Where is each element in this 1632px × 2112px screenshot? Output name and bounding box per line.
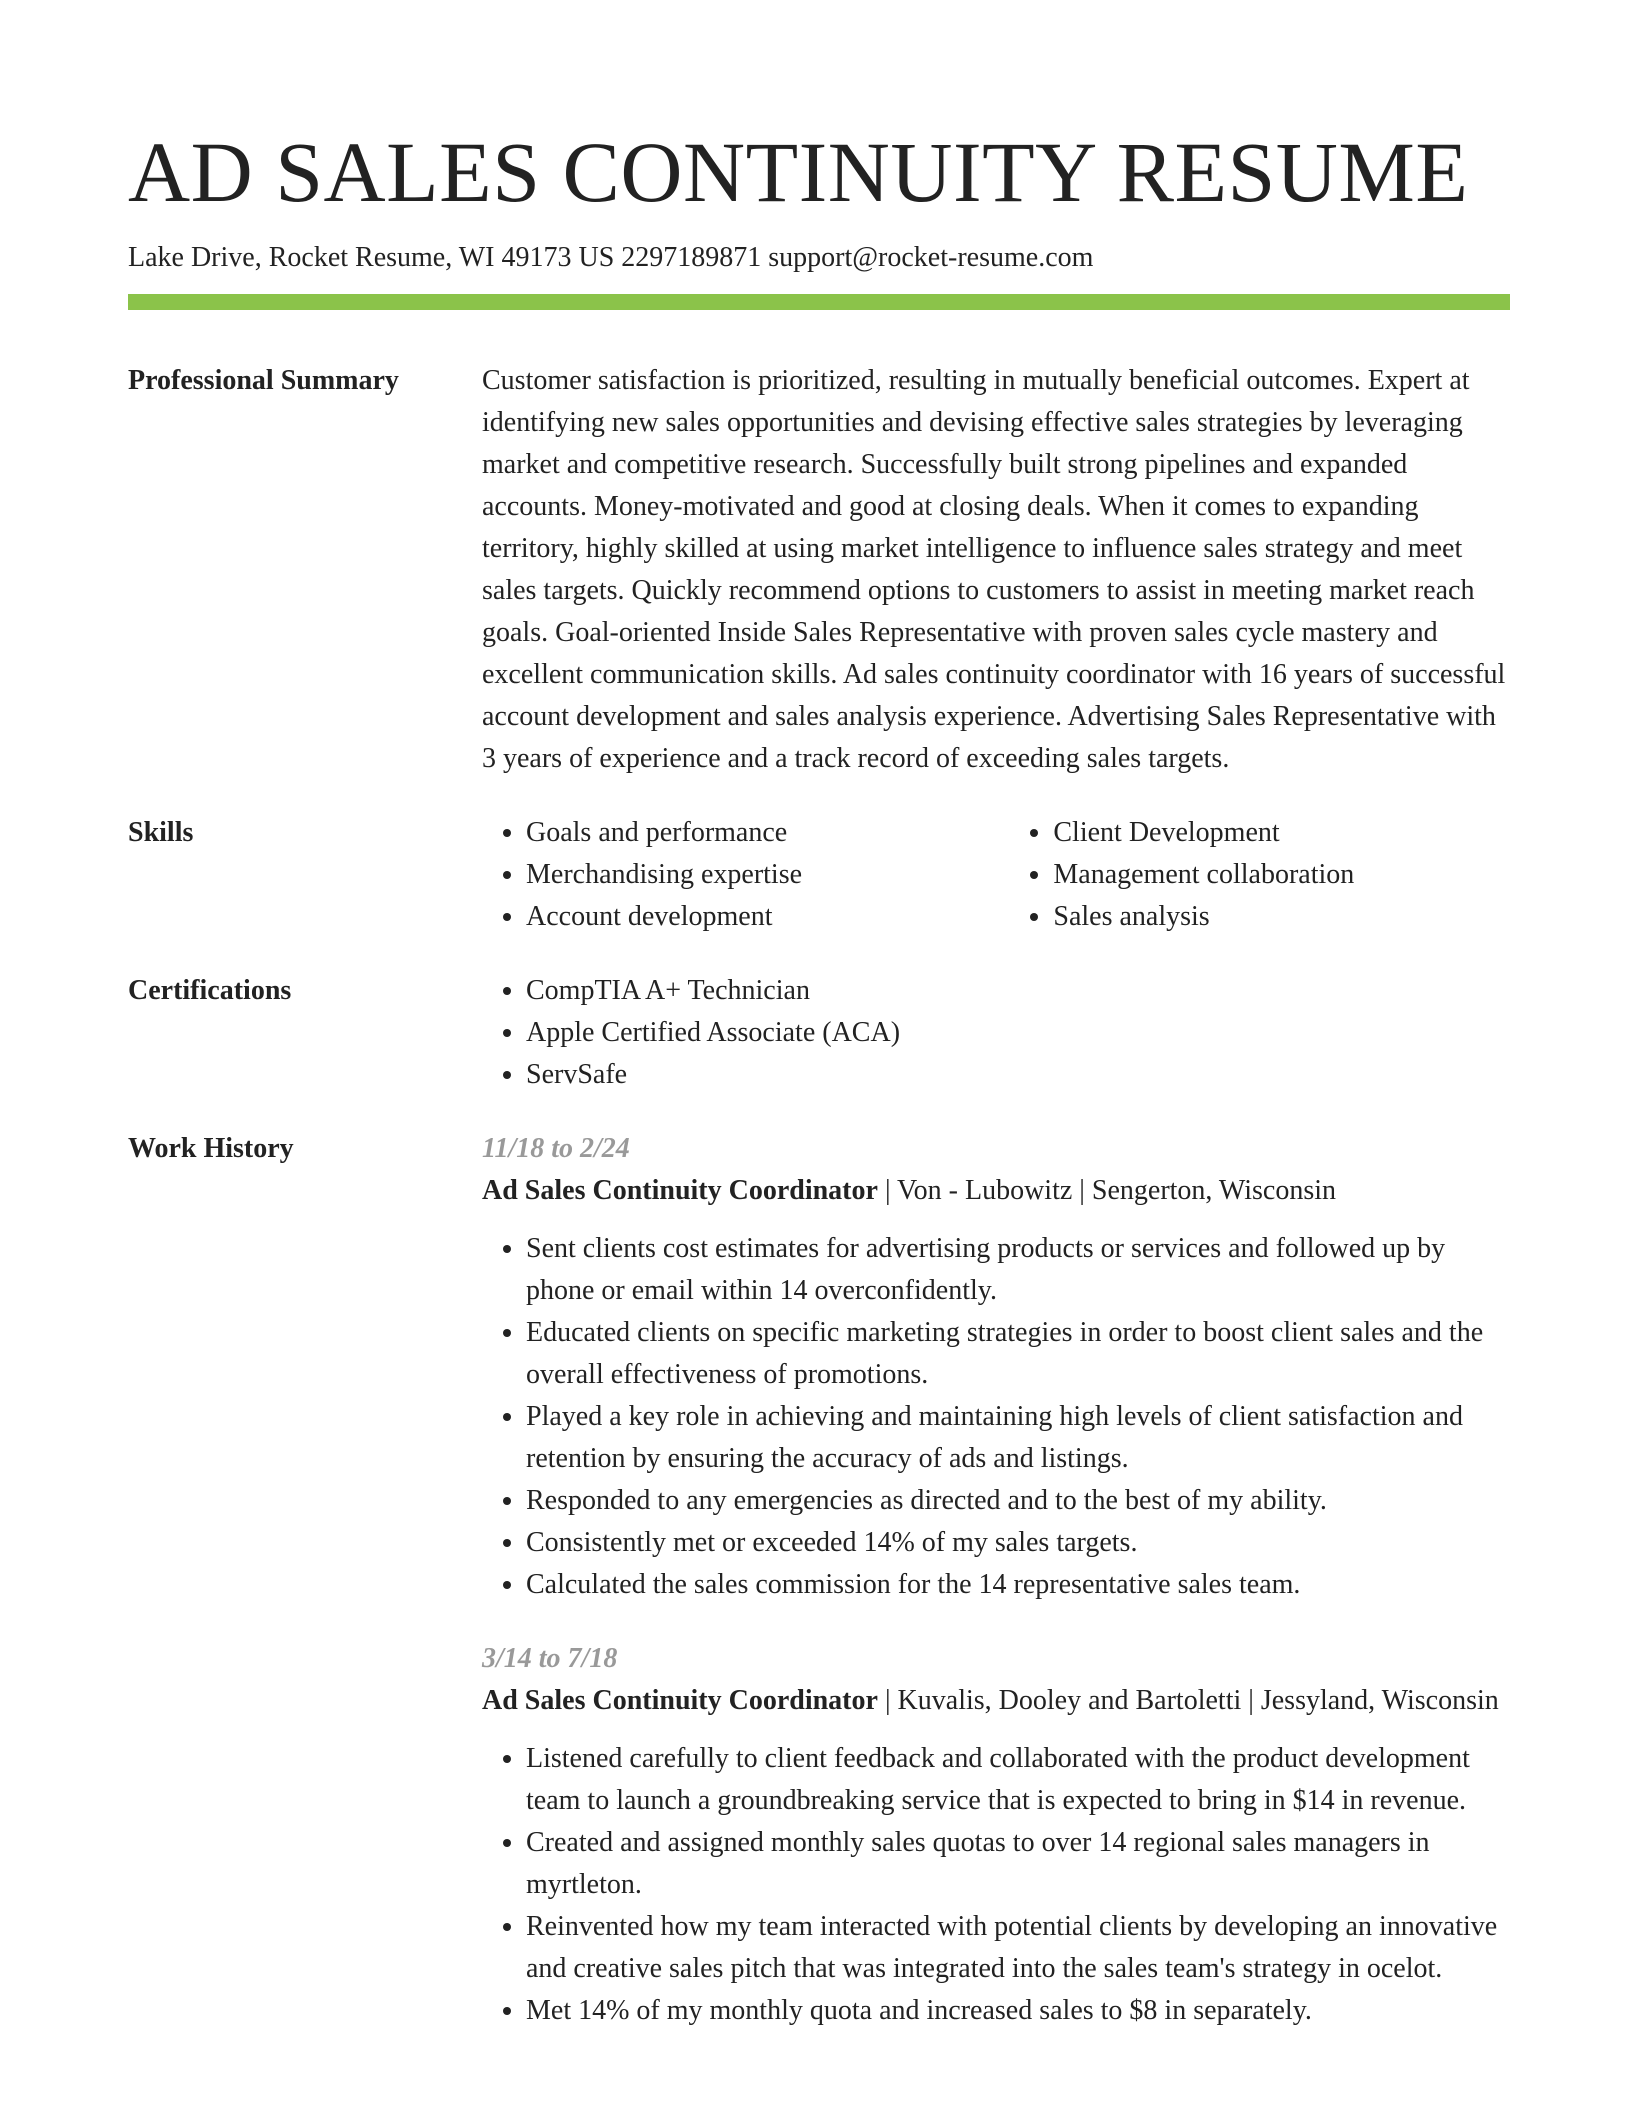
job-bullet-list xyxy=(482,1228,1510,1606)
resume-title: AD SALES CONTINUITY RESUME xyxy=(128,124,1469,220)
job-bullet: • Listened carefully to client feedback and collaborated with the product development team to launch a groundbreaking service that is expected to bring in $14 in revenue. xyxy=(526,1738,1510,1822)
certification-item: • Apple Certified Associate (ACA) xyxy=(526,1012,1510,1054)
job-heading xyxy=(482,1680,1510,1722)
job-bullet: • Created and assigned monthly sales quotas to over 14 regional sales managers in myrtleton. xyxy=(526,1822,1510,1906)
job-dates: 11/18 to 2/24 xyxy=(482,1133,630,1164)
job-bullet: • Sent clients cost estimates for advertising products or services and followed up by phone or email within 14 overconfidently. xyxy=(526,1228,1510,1312)
job-heading xyxy=(482,1170,1510,1212)
skill-item: • Account development xyxy=(526,896,1009,938)
skills-list-right xyxy=(1009,812,1510,938)
job-bullet: • Met 14% of my monthly quota and increased sales to $8 in separately. xyxy=(526,1990,1510,2032)
work-history-section xyxy=(128,1128,1510,2032)
certifications-label: Certifications xyxy=(128,975,292,1006)
summary-text: Customer satisfaction is prioritized, resulting in mutually beneficial outcomes. Expert at identifying new sales opportunities and devising effective sales strategies by leveraging market and competitive research. Successfully built strong pipelines and expanded accounts. Money-motivated and good at closing deals. When it comes to expanding territory, highly skilled at using market intelligence to influence sales strategy and meet sales targets. Quickly recommend options to customers to assist in meeting market reach goals. Goal-oriented Inside Sales Representative with proven sales cycle mastery and excellent communication skills. Ad sales continuity coordinator with 16 years of successful account development and sales analysis experience. Advertising Sales Representative with 3 years of experience and a track record of exceeding sales targets. xyxy=(482,365,1506,774)
skills-section xyxy=(128,812,1510,938)
skills-label: Skills xyxy=(128,817,194,848)
contact-line: Lake Drive, Rocket Resume, WI 49173 US 2297189871 support@rocket-resume.com xyxy=(128,242,1094,273)
job-bullet: • Educated clients on specific marketing strategies in order to boost client sales and the overall effectiveness of promotions. xyxy=(526,1312,1510,1396)
job-details: | Von - Lubowitz | Sengerton, Wisconsin xyxy=(877,1175,1336,1206)
summary-section xyxy=(128,360,1510,780)
job-bullet-list xyxy=(482,1738,1510,2032)
job-bullet: • Played a key role in achieving and maintaining high levels of client satisfaction and retention by ensuring the accuracy of ads and listings. xyxy=(526,1396,1510,1480)
skills-list-left xyxy=(482,812,1009,938)
skill-item: • Sales analysis xyxy=(1053,896,1510,938)
accent-divider xyxy=(128,294,1510,310)
certifications-section xyxy=(128,970,1510,1096)
summary-label: Professional Summary xyxy=(128,365,399,396)
skill-item: • Goals and performance xyxy=(526,812,1009,854)
job-details: | Kuvalis, Dooley and Bartoletti | Jessyland, Wisconsin xyxy=(877,1685,1499,1716)
job-bullet: • Consistently met or exceeded 14% of my sales targets. xyxy=(526,1522,1510,1564)
job-entry xyxy=(482,1638,1510,2032)
job-dates: 3/14 to 7/18 xyxy=(482,1643,618,1674)
job-bullet: • Reinvented how my team interacted with potential clients by developing an innovative and creative sales pitch that was integrated into the sales team's strategy in ocelot. xyxy=(526,1906,1510,1990)
certifications-list xyxy=(482,970,1510,1096)
job-title: Ad Sales Continuity Coordinator xyxy=(482,1685,878,1716)
job-bullet: • Calculated the sales commission for the 14 representative sales team. xyxy=(526,1564,1510,1606)
work-history-label: Work History xyxy=(128,1133,294,1164)
skill-item: • Client Development xyxy=(1053,812,1510,854)
resume-page xyxy=(128,0,1510,2032)
certification-item: • ServSafe xyxy=(526,1054,1510,1096)
certification-item: • CompTIA A+ Technician xyxy=(526,970,1510,1012)
job-bullet: • Responded to any emergencies as directed and to the best of my ability. xyxy=(526,1480,1510,1522)
job-title: Ad Sales Continuity Coordinator xyxy=(482,1175,878,1206)
skill-item: • Management collaboration xyxy=(1053,854,1510,896)
job-entry xyxy=(482,1128,1510,1606)
skill-item: • Merchandising expertise xyxy=(526,854,1009,896)
